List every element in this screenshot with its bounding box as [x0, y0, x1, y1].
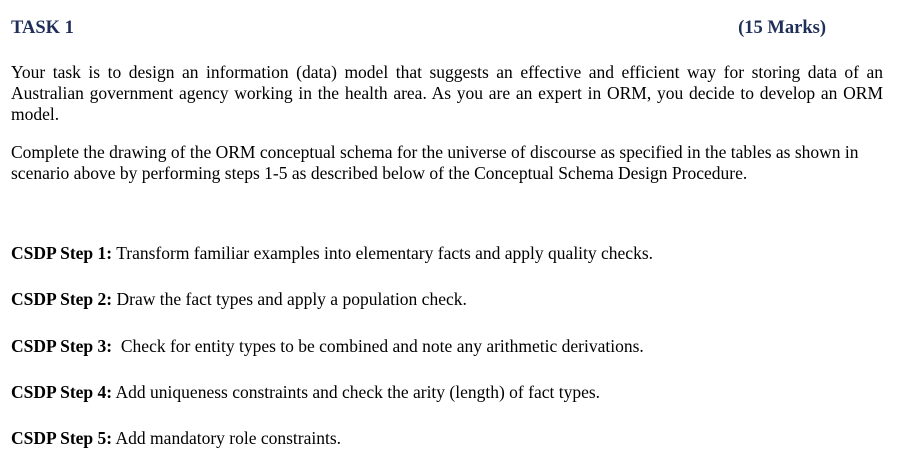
step-text: Draw the fact types and apply a population check. [116, 289, 467, 309]
step-text: Add mandatory role constraints. [115, 428, 342, 448]
step-label: CSDP Step 3: [11, 336, 113, 356]
step-text: Check for entity types to be combined and note any arithmetic derivations. [120, 336, 644, 356]
step-label: CSDP Step 1: [11, 243, 113, 263]
csdp-step-2 [11, 289, 467, 310]
csdp-step-1 [11, 243, 653, 264]
step-label: CSDP Step 2: [11, 289, 113, 309]
instruction-paragraph: Complete the drawing of the ORM conceptual schema for the universe of discourse as specified in the tables as shown in scenario above by performing steps 1-5 as described below of the Conceptual Schema Design Procedure. [11, 142, 859, 183]
step-text: Add uniqueness constraints and check the arity (length) of fact types. [115, 382, 601, 402]
csdp-step-3 [11, 336, 644, 357]
step-text: Transform familiar examples into elementary facts and apply quality checks. [116, 243, 654, 263]
csdp-step-4 [11, 382, 600, 403]
csdp-step-5 [11, 428, 341, 449]
task-title: TASK 1 [11, 18, 74, 38]
task-marks: (15 Marks) [738, 18, 826, 38]
task-header [11, 18, 826, 39]
step-label: CSDP Step 4: [11, 382, 113, 402]
intro-paragraph: Your task is to design an information (data) model that suggests an effective and efficient way for storing data of an Australian government agency working in the health area. As you are an expert in ORM, you decide to develop an ORM model. [11, 62, 883, 124]
step-label: CSDP Step 5: [11, 428, 113, 448]
